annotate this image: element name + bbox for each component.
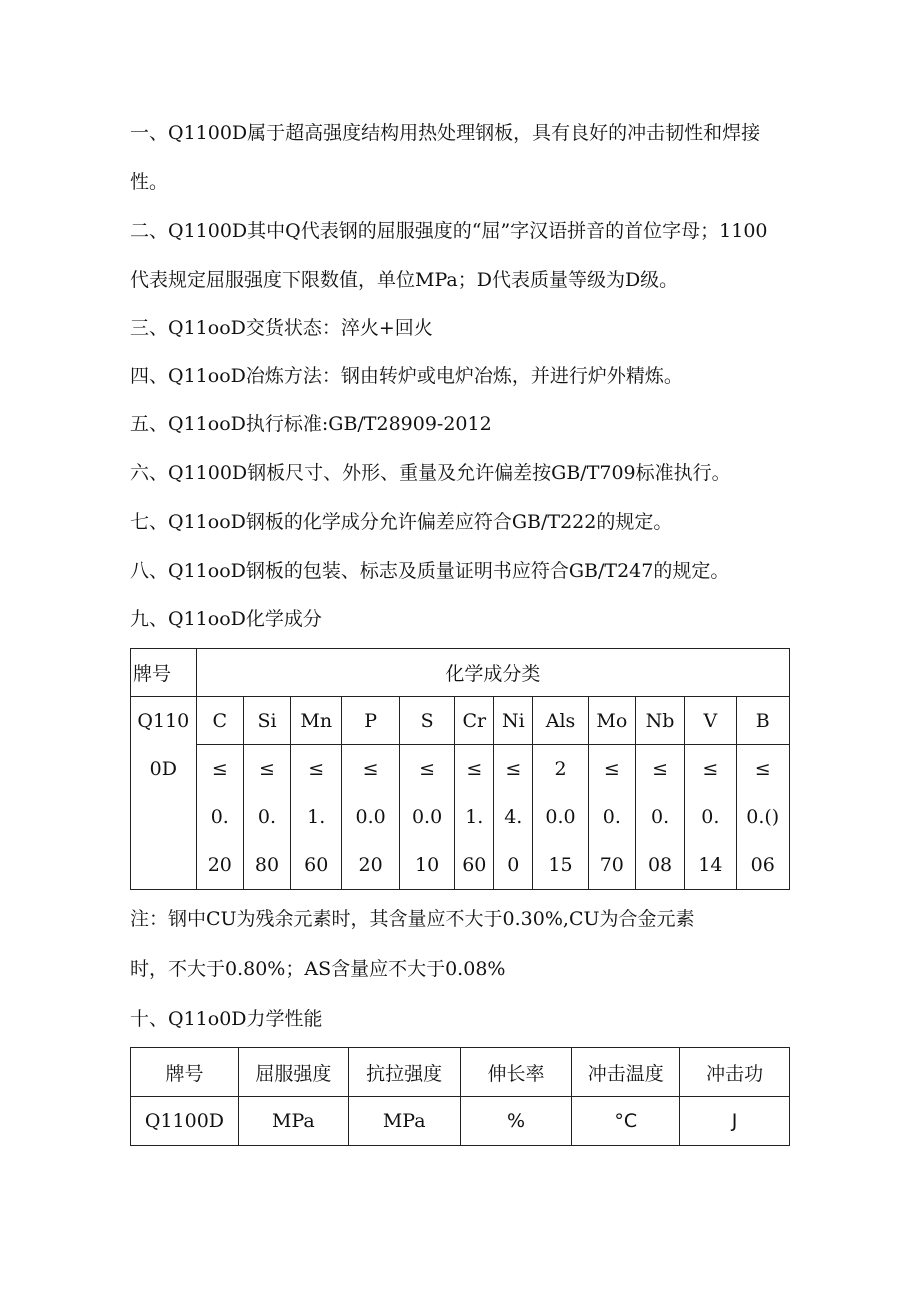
value-part: 0. (650, 806, 670, 828)
grade-line-1: Q110 (137, 710, 190, 732)
element-value-si (243, 745, 290, 890)
mech-header-3: 伸长率 (460, 1048, 572, 1097)
element-value-cr (455, 745, 494, 890)
element-value-c (196, 745, 243, 890)
paragraph-8: 八、Q11ooD钢板的包装、标志及质量证明书应符合GB/T247的规定。 (130, 560, 730, 582)
value-part: 1. (465, 806, 484, 828)
element-header-cr: Cr (455, 697, 494, 745)
element-value-mo (588, 745, 635, 890)
paragraph-5: 五、Q11ooD执行标准:GB/T28909-2012 (130, 413, 492, 435)
mech-cell-3: % (460, 1097, 572, 1146)
paragraph-1-line-2: 性。 (130, 171, 169, 193)
value-part: 0 (507, 854, 520, 876)
element-value-p (342, 745, 399, 890)
value-part: ≤ (754, 758, 771, 780)
value-part: 20 (358, 854, 383, 876)
value-part: 4. (504, 806, 523, 828)
value-part: 14 (698, 854, 723, 876)
chemical-composition-table (130, 648, 790, 890)
value-part: 08 (647, 854, 673, 876)
element-header-p: P (342, 697, 399, 745)
element-value-mn (291, 745, 342, 890)
value-part: ≤ (505, 758, 522, 780)
mech-cell-5: J (680, 1097, 790, 1146)
paragraph-1-line-1: 一、Q1100D属于超高强度结构用热处理钢板，具有良好的冲击韧性和焊接 (130, 122, 761, 144)
value-part: 20 (207, 854, 232, 876)
element-header-nb: Nb (635, 697, 684, 745)
mech-cell-0: Q1100D (131, 1097, 239, 1146)
element-header-mo: Mo (588, 697, 635, 745)
value-part: 0.0 (355, 806, 386, 828)
mech-cell-2: MPa (348, 1097, 460, 1146)
value-part: 60 (304, 854, 329, 876)
section-10-title: 十、Q11o0D力学性能 (130, 1008, 323, 1030)
value-part: 0. (701, 806, 720, 828)
mech-cell-1: MPa (238, 1097, 348, 1146)
value-part: 10 (414, 854, 440, 876)
mechanical-properties-table (130, 1047, 790, 1146)
value-part: 15 (548, 854, 573, 876)
value-part: 80 (254, 854, 280, 876)
element-header-v: V (685, 697, 736, 745)
element-value-ni (494, 745, 533, 890)
value-part: 0.0 (411, 806, 443, 828)
value-part: ≤ (466, 758, 483, 780)
paragraph-9-title: 九、Q11ooD化学成分 (130, 608, 322, 630)
note-line-1: 注：钢中CU为残余元素时，其含量应不大于0.30%,CU为合金元素 (130, 908, 695, 930)
element-header-b: B (736, 697, 790, 745)
element-header-si: Si (243, 697, 290, 745)
grade-cell (131, 697, 197, 890)
value-part: 06 (750, 854, 775, 876)
grade-header: 牌号 (131, 649, 197, 697)
element-value-nb (635, 745, 684, 890)
value-part: ≤ (603, 758, 620, 780)
element-header-als: Als (533, 697, 588, 745)
mech-header-0: 牌号 (131, 1048, 239, 1097)
element-header-mn: Mn (291, 697, 342, 745)
paragraph-2-line-1: 二、Q1100D其中Q代表钢的屈服强度的“屈”字汉语拼音的首位字母；1100 (130, 220, 768, 242)
value-part: 1. (307, 806, 326, 828)
value-part: ≤ (308, 758, 325, 780)
mech-header-1: 屈服强度 (238, 1048, 348, 1097)
element-header-s: S (399, 697, 454, 745)
value-part: ≤ (259, 758, 275, 780)
value-part: 2 (554, 758, 567, 780)
value-part: ≤ (419, 758, 436, 780)
value-part: 70 (599, 854, 624, 876)
paragraph-2-line-2: 代表规定屈服强度下限数值，单位MPa；D代表质量等级为D级。 (130, 269, 679, 291)
element-value-s (399, 745, 454, 890)
note-line-2: 时，不大于0.80%；AS含量应不大于0.08% (130, 958, 506, 980)
value-part: ≤ (702, 758, 719, 780)
paragraph-6: 六、Q1100D钢板尺寸、外形、重量及允许偏差按GB/T709标准执行。 (130, 462, 731, 484)
value-part: 0. (210, 806, 229, 828)
grade-line-2: 0D (149, 758, 177, 780)
element-header-c: C (196, 697, 243, 745)
value-part: 60 (462, 854, 487, 876)
mech-header-5: 冲击功 (680, 1048, 790, 1097)
value-part: ≤ (652, 758, 669, 780)
paragraph-7: 七、Q11ooD钢板的化学成分允许偏差应符合GB/T222的规定。 (130, 511, 673, 533)
composition-group-header: 化学成分类 (196, 649, 789, 697)
value-part: 0. (257, 806, 277, 828)
paragraph-3: 三、Q11ooD交货状态：淬火+回火 (130, 317, 433, 339)
paragraph-4: 四、Q11ooD冶炼方法：钢由转炉或电炉冶炼，并进行炉外精炼。 (130, 365, 683, 387)
element-value-als (533, 745, 588, 890)
value-part: ≤ (362, 758, 379, 780)
element-header-ni: Ni (494, 697, 533, 745)
mech-header-2: 抗拉强度 (348, 1048, 460, 1097)
mech-header-4: 冲击温度 (572, 1048, 680, 1097)
element-value-b (736, 745, 790, 890)
element-value-v (685, 745, 736, 890)
value-part: 0.0 (545, 806, 576, 828)
value-part: 0. (602, 806, 621, 828)
mech-cell-4: °C (572, 1097, 680, 1146)
value-part: 0.() (746, 806, 780, 828)
value-part: ≤ (211, 758, 228, 780)
